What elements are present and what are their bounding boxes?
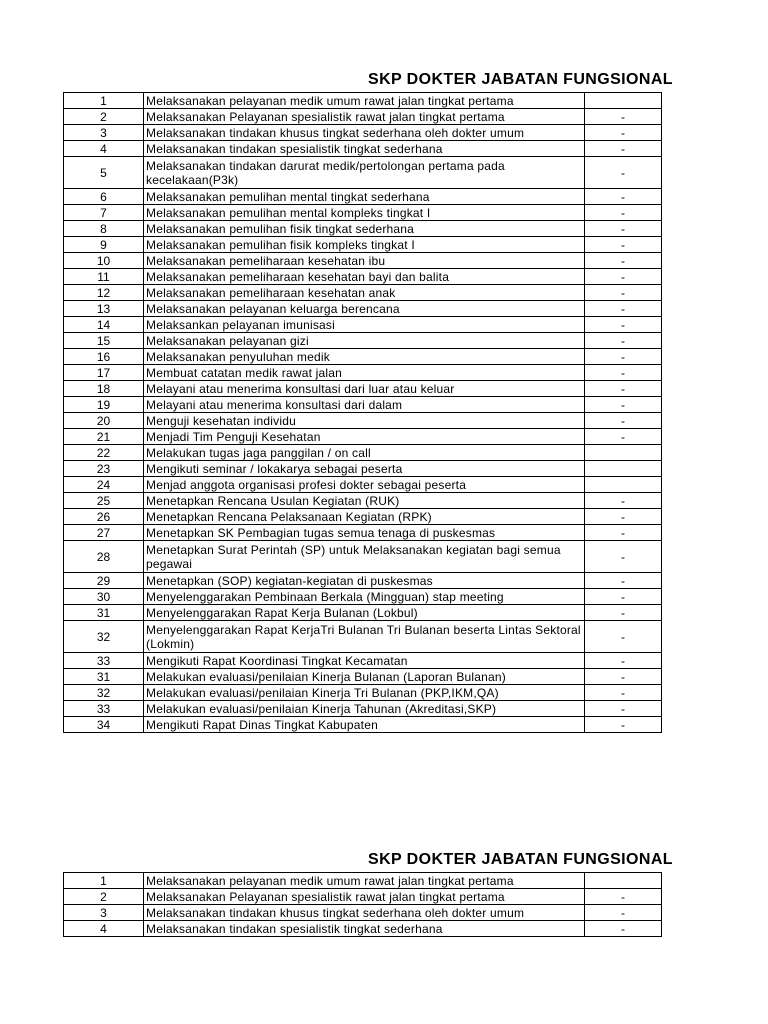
row-number: 16 xyxy=(64,349,144,365)
empty-cell xyxy=(662,589,768,605)
activity-cell: Melaksanakan tindakan khusus tingkat sederhana oleh dokter umum xyxy=(144,125,585,141)
row-number: 30 xyxy=(64,589,144,605)
table-row xyxy=(64,221,768,237)
table-row xyxy=(64,333,768,349)
activity-cell: Melaksanakan pemeliharaan kesehatan ibu xyxy=(144,253,585,269)
activity-cell: Menjad anggota organisasi profesi dokter sebagai peserta xyxy=(144,477,585,493)
value-cell: - xyxy=(585,349,662,365)
value-cell: - xyxy=(585,157,662,189)
row-number: 20 xyxy=(64,413,144,429)
empty-cell xyxy=(662,541,768,573)
empty-cell xyxy=(662,669,768,685)
empty-cell xyxy=(662,205,768,221)
activity-cell: Melaksanakan pemulihan fisik kompleks tingkat I xyxy=(144,237,585,253)
row-number: 1 xyxy=(64,93,144,109)
table-row xyxy=(64,685,768,701)
row-number: 3 xyxy=(64,125,144,141)
table-row xyxy=(64,189,768,205)
table-row xyxy=(64,141,768,157)
value-cell: - xyxy=(585,509,662,525)
table-row xyxy=(64,253,768,269)
table-row xyxy=(64,157,768,189)
empty-cell xyxy=(662,141,768,157)
sheet-title: SKP DOKTER JABATAN FUNGSIONAL xyxy=(368,851,673,868)
value-cell: - xyxy=(585,653,662,669)
row-number: 26 xyxy=(64,509,144,525)
table-row xyxy=(64,269,768,285)
value-cell: - xyxy=(585,573,662,589)
activity-cell: Melaksanakan pemulihan mental tingkat sederhana xyxy=(144,189,585,205)
empty-cell xyxy=(662,429,768,445)
empty-cell xyxy=(662,333,768,349)
value-cell: - xyxy=(585,317,662,333)
row-number: 10 xyxy=(64,253,144,269)
activity-cell: Menguji kesehatan individu xyxy=(144,413,585,429)
table-row xyxy=(64,349,768,365)
row-number: 12 xyxy=(64,285,144,301)
table-row xyxy=(64,589,768,605)
row-number: 29 xyxy=(64,573,144,589)
table-row xyxy=(64,429,768,445)
table-row xyxy=(64,365,768,381)
table-row xyxy=(64,477,768,493)
empty-cell xyxy=(662,477,768,493)
empty-cell xyxy=(662,285,768,301)
value-cell: - xyxy=(585,285,662,301)
activity-cell: Menetapkan SK Pembagian tugas semua tenaga di puskesmas xyxy=(144,525,585,541)
activity-cell: Melakukan evaluasi/penilaian Kinerja Tahunan (Akreditasi,SKP) xyxy=(144,701,585,717)
value-cell: - xyxy=(585,905,662,921)
activity-cell: Melaksanakan tindakan spesialistik tingkat sederhana xyxy=(144,141,585,157)
table-row xyxy=(64,237,768,253)
table-row xyxy=(64,397,768,413)
activity-cell: Menetapkan Rencana Pelaksanaan Kegiatan (RPK) xyxy=(144,509,585,525)
skp-table xyxy=(63,92,768,733)
table-row xyxy=(64,493,768,509)
row-number: 8 xyxy=(64,221,144,237)
value-cell: - xyxy=(585,525,662,541)
activity-cell: Melaksanakan pemulihan mental kompleks tingkat I xyxy=(144,205,585,221)
empty-cell xyxy=(662,317,768,333)
activity-cell: Melaksanakan pelayanan medik umum rawat jalan tingkat pertama xyxy=(144,873,585,889)
row-number: 32 xyxy=(64,621,144,653)
empty-cell xyxy=(662,253,768,269)
value-cell: - xyxy=(585,237,662,253)
activity-cell: Melaksanakan pemeliharaan kesehatan anak xyxy=(144,285,585,301)
row-number: 33 xyxy=(64,701,144,717)
table-row xyxy=(64,413,768,429)
table-row xyxy=(64,889,768,905)
table-row xyxy=(64,525,768,541)
activity-cell: Mengikuti Rapat Koordinasi Tingkat Kecamatan xyxy=(144,653,585,669)
activity-cell: Menyelenggarakan Rapat Kerja Bulanan (Lokbul) xyxy=(144,605,585,621)
activity-cell: Membuat catatan medik rawat jalan xyxy=(144,365,585,381)
empty-cell xyxy=(662,493,768,509)
row-number: 7 xyxy=(64,205,144,221)
table-row xyxy=(64,125,768,141)
empty-cell xyxy=(662,189,768,205)
activity-cell: Menetapkan Surat Perintah (SP) untuk Melaksanakan kegiatan bagi semua pegawai xyxy=(144,541,585,573)
table-row xyxy=(64,621,768,653)
empty-cell xyxy=(662,889,768,905)
table-row xyxy=(64,701,768,717)
empty-cell xyxy=(662,445,768,461)
empty-cell xyxy=(662,413,768,429)
table-row xyxy=(64,921,768,937)
row-number: 9 xyxy=(64,237,144,253)
value-cell xyxy=(585,93,662,109)
activity-cell: Menyelenggarakan Rapat KerjaTri Bulanan Tri Bulanan beserta Lintas Sektoral (Lokmin) xyxy=(144,621,585,653)
empty-cell xyxy=(662,701,768,717)
table-row xyxy=(64,93,768,109)
row-number: 13 xyxy=(64,301,144,317)
row-number: 24 xyxy=(64,477,144,493)
row-number: 1 xyxy=(64,873,144,889)
value-cell: - xyxy=(585,685,662,701)
row-number: 17 xyxy=(64,365,144,381)
value-cell: - xyxy=(585,141,662,157)
row-number: 14 xyxy=(64,317,144,333)
value-cell xyxy=(585,873,662,889)
table-row xyxy=(64,109,768,125)
value-cell: - xyxy=(585,365,662,381)
table-row xyxy=(64,541,768,573)
activity-cell: Melaksanakan Pelayanan spesialistik rawat jalan tingkat pertama xyxy=(144,889,585,905)
activity-cell: Melaksanakan pelayanan keluarga berencana xyxy=(144,301,585,317)
empty-cell xyxy=(662,653,768,669)
row-number: 5 xyxy=(64,157,144,189)
table-row xyxy=(64,669,768,685)
value-cell: - xyxy=(585,221,662,237)
value-cell: - xyxy=(585,189,662,205)
value-cell: - xyxy=(585,621,662,653)
value-cell: - xyxy=(585,109,662,125)
table-row xyxy=(64,285,768,301)
value-cell: - xyxy=(585,125,662,141)
table-row xyxy=(64,605,768,621)
activity-cell: Melayani atau menerima konsultasi dari dalam xyxy=(144,397,585,413)
value-cell: - xyxy=(585,493,662,509)
activity-cell: Melaksanakan penyuluhan medik xyxy=(144,349,585,365)
row-number: 31 xyxy=(64,605,144,621)
activity-cell: Melaksanakan tindakan darurat medik/pertolongan pertama pada kecelakaan(P3k) xyxy=(144,157,585,189)
row-number: 32 xyxy=(64,685,144,701)
activity-cell: Melaksanakan Pelayanan spesialistik rawat jalan tingkat pertama xyxy=(144,109,585,125)
row-number: 33 xyxy=(64,653,144,669)
table-row xyxy=(64,381,768,397)
sheet-title: SKP DOKTER JABATAN FUNGSIONAL xyxy=(368,71,673,88)
activity-cell: Melaksanakan tindakan khusus tingkat sederhana oleh dokter umum xyxy=(144,905,585,921)
row-number: 11 xyxy=(64,269,144,285)
row-number: 27 xyxy=(64,525,144,541)
value-cell: - xyxy=(585,889,662,905)
table-row xyxy=(64,461,768,477)
empty-cell xyxy=(662,873,768,889)
value-cell: - xyxy=(585,381,662,397)
activity-cell: Melakukan tugas jaga panggilan / on call xyxy=(144,445,585,461)
row-number: 2 xyxy=(64,889,144,905)
empty-cell xyxy=(662,717,768,733)
activity-cell: Melaksanakan pelayanan gizi xyxy=(144,333,585,349)
activity-cell: Melaksanakan pemulihan fisik tingkat sederhana xyxy=(144,221,585,237)
activity-cell: Menjadi Tim Penguji Kesehatan xyxy=(144,429,585,445)
empty-cell xyxy=(662,125,768,141)
empty-cell xyxy=(662,365,768,381)
value-cell xyxy=(585,461,662,477)
value-cell: - xyxy=(585,701,662,717)
value-cell: - xyxy=(585,269,662,285)
empty-cell xyxy=(662,301,768,317)
row-number: 18 xyxy=(64,381,144,397)
empty-cell xyxy=(662,221,768,237)
row-number: 22 xyxy=(64,445,144,461)
activity-cell: Menyelenggarakan Pembinaan Berkala (Mingguan) stap meeting xyxy=(144,589,585,605)
row-number: 25 xyxy=(64,493,144,509)
row-number: 31 xyxy=(64,669,144,685)
empty-cell xyxy=(662,157,768,189)
empty-cell xyxy=(662,685,768,701)
value-cell: - xyxy=(585,605,662,621)
empty-cell xyxy=(662,237,768,253)
empty-cell xyxy=(662,349,768,365)
activity-cell: Mengikuti Rapat Dinas Tingkat Kabupaten xyxy=(144,717,585,733)
activity-cell: Melakukan evaluasi/penilaian Kinerja Tri Bulanan (PKP,IKM,QA) xyxy=(144,685,585,701)
table-row xyxy=(64,873,768,889)
row-number: 2 xyxy=(64,109,144,125)
value-cell: - xyxy=(585,397,662,413)
value-cell xyxy=(585,445,662,461)
activity-cell: Melaksankan pelayanan imunisasi xyxy=(144,317,585,333)
activity-cell: Menetapkan (SOP) kegiatan-kegiatan di puskesmas xyxy=(144,573,585,589)
activity-cell: Melakukan evaluasi/penilaian Kinerja Bulanan (Laporan Bulanan) xyxy=(144,669,585,685)
value-cell: - xyxy=(585,717,662,733)
activity-cell: Mengikuti seminar / lokakarya sebagai peserta xyxy=(144,461,585,477)
table-row xyxy=(64,301,768,317)
activity-cell: Menetapkan Rencana Usulan Kegiatan (RUK) xyxy=(144,493,585,509)
empty-cell xyxy=(662,605,768,621)
table-row xyxy=(64,509,768,525)
empty-cell xyxy=(662,905,768,921)
empty-cell xyxy=(662,381,768,397)
table-row xyxy=(64,573,768,589)
empty-cell xyxy=(662,621,768,653)
row-number: 4 xyxy=(64,921,144,937)
row-number: 28 xyxy=(64,541,144,573)
empty-cell xyxy=(662,397,768,413)
table-row xyxy=(64,905,768,921)
table-row xyxy=(64,445,768,461)
value-cell: - xyxy=(585,921,662,937)
empty-cell xyxy=(662,93,768,109)
value-cell: - xyxy=(585,589,662,605)
row-number: 21 xyxy=(64,429,144,445)
row-number: 19 xyxy=(64,397,144,413)
table-row xyxy=(64,653,768,669)
value-cell xyxy=(585,477,662,493)
activity-cell: Melaksanakan tindakan spesialistik tingkat sederhana xyxy=(144,921,585,937)
value-cell: - xyxy=(585,301,662,317)
empty-cell xyxy=(662,573,768,589)
row-number: 34 xyxy=(64,717,144,733)
empty-cell xyxy=(662,109,768,125)
empty-cell xyxy=(662,269,768,285)
value-cell: - xyxy=(585,669,662,685)
activity-cell: Melaksanakan pelayanan medik umum rawat jalan tingkat pertama xyxy=(144,93,585,109)
activity-cell: Melaksanakan pemeliharaan kesehatan bayi dan balita xyxy=(144,269,585,285)
table-row xyxy=(64,717,768,733)
empty-cell xyxy=(662,921,768,937)
value-cell: - xyxy=(585,413,662,429)
row-number: 3 xyxy=(64,905,144,921)
value-cell: - xyxy=(585,429,662,445)
table-row xyxy=(64,205,768,221)
value-cell: - xyxy=(585,205,662,221)
empty-cell xyxy=(662,509,768,525)
skp-table xyxy=(63,872,768,937)
table-row xyxy=(64,317,768,333)
row-number: 15 xyxy=(64,333,144,349)
value-cell: - xyxy=(585,541,662,573)
value-cell: - xyxy=(585,333,662,349)
empty-cell xyxy=(662,461,768,477)
row-number: 23 xyxy=(64,461,144,477)
activity-cell: Melayani atau menerima konsultasi dari luar atau keluar xyxy=(144,381,585,397)
row-number: 4 xyxy=(64,141,144,157)
row-number: 6 xyxy=(64,189,144,205)
value-cell: - xyxy=(585,253,662,269)
empty-cell xyxy=(662,525,768,541)
